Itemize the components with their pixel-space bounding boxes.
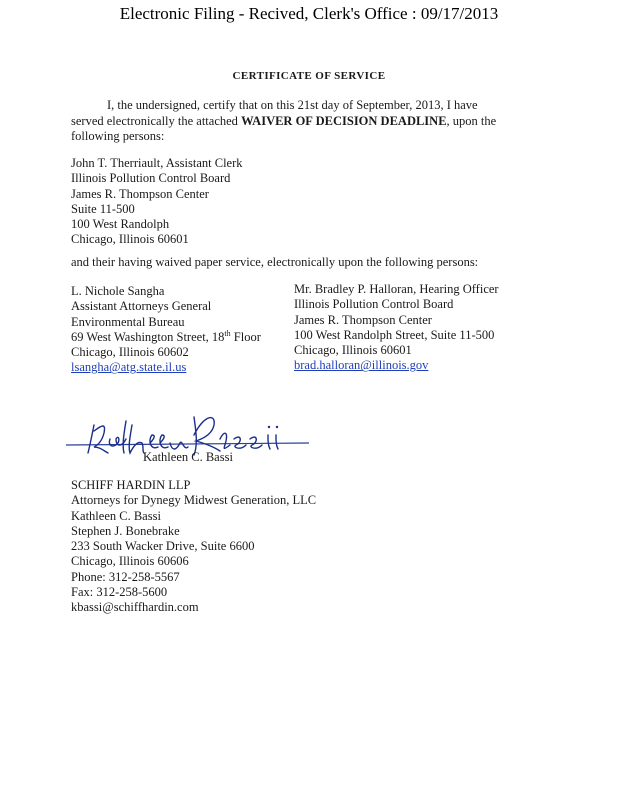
firm-email: kbassi@schiffhardin.com <box>71 600 199 615</box>
waived-service-text: and their having waived paper service, electronically upon the following persons: <box>71 255 479 269</box>
firm-line: Attorneys for Dynegy Midwest Generation, LLC <box>71 493 317 508</box>
firm-name: SCHIFF HARDIN LLP <box>71 478 191 492</box>
address-line: James R. Thompson Center <box>71 186 209 201</box>
party-bureau: Environmental Bureau <box>71 314 185 329</box>
email-link-sangha[interactable]: lsangha@atg.state.il.us <box>71 360 187 375</box>
address-line: Mr. Bradley P. Halloran, Hearing Officer <box>294 282 499 296</box>
firm-line: Stephen J. Bonebrake <box>71 523 180 538</box>
firm-phone: Phone: 312-258-5567 <box>71 569 180 584</box>
party-street: 69 West Washington Street, 18th Floor <box>71 328 261 344</box>
filing-banner: Electronic Filing - Recived, Clerk's Office : 09/17/2013 <box>119 4 499 23</box>
service-party-right <box>294 282 499 374</box>
address-line: Illinois Pollution Control Board <box>294 297 454 312</box>
address-line: Illinois Pollution Control Board <box>71 171 231 186</box>
address-line: John T. Therriault, Assistant Clerk <box>71 156 243 170</box>
party-name: L. Nichole Sangha <box>71 284 165 298</box>
certification-paragraph <box>71 98 511 145</box>
document-title: CERTIFICATE OF SERVICE <box>232 70 386 82</box>
firm-signature-block <box>71 478 316 616</box>
signature-printed-name: Kathleen C. Bassi <box>143 450 233 464</box>
party-city: Chicago, Illinois 60602 <box>71 345 189 360</box>
address-line: Chicago, Illinois 60601 <box>294 343 412 358</box>
firm-line: 233 South Wacker Drive, Suite 6600 <box>71 539 255 554</box>
address-line: 100 West Randolph Street, Suite 11-500 <box>294 327 495 342</box>
intro-text-end: , upon the following persons: <box>71 113 497 143</box>
intro-text: I, the undersigned, certify that on this 21st day of September, 2013, I have served electronically the attached <box>71 98 478 128</box>
service-party-left <box>71 284 261 376</box>
address-line: James R. Thompson Center <box>294 312 432 327</box>
email-link-halloran[interactable]: brad.halloran@illinois.gov <box>294 358 429 373</box>
address-line: Chicago, Illinois 60601 <box>71 232 189 247</box>
address-line: 100 West Randolph <box>71 217 170 232</box>
document-name: WAIVER OF DECISION DEADLINE <box>241 113 447 128</box>
firm-line: Kathleen C. Bassi <box>71 508 161 523</box>
address-line: Suite 11-500 <box>71 201 135 216</box>
clerk-address-block <box>71 156 243 248</box>
party-role: Assistant Attorneys General <box>71 299 212 314</box>
firm-fax: Fax: 312-258-5600 <box>71 585 168 600</box>
firm-line: Chicago, Illinois 60606 <box>71 554 189 569</box>
